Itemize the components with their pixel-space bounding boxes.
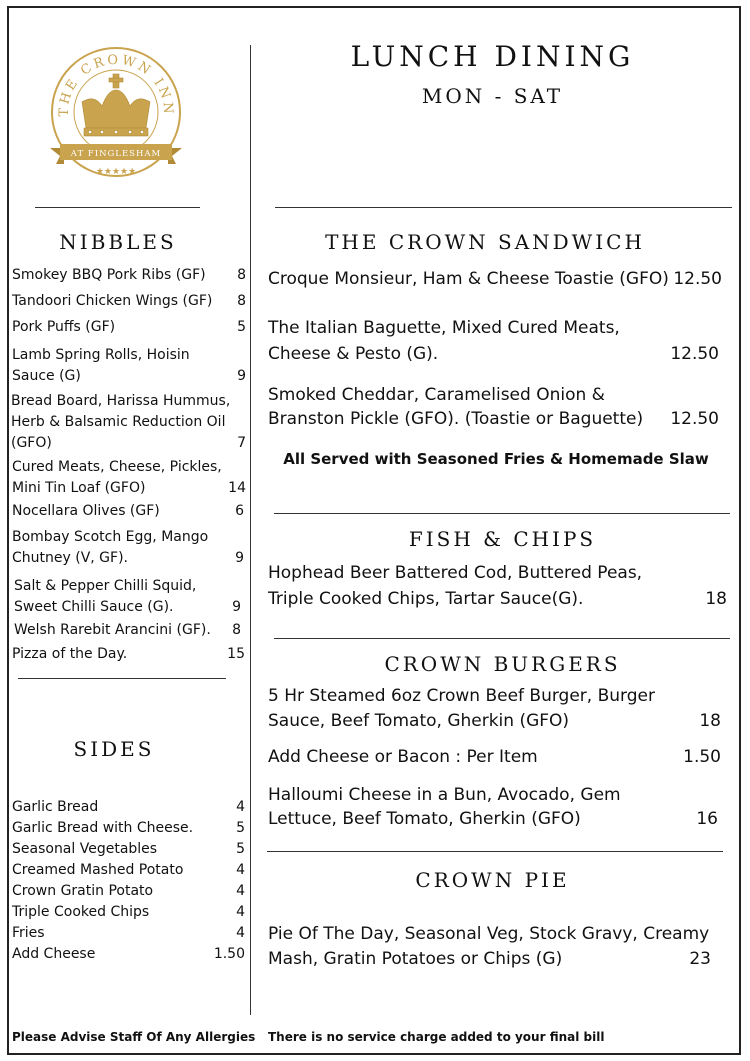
item-price: 4 bbox=[236, 904, 245, 920]
burgers-heading: CROWN BURGERS bbox=[384, 652, 621, 676]
nibbles-heading: NIBBLES bbox=[59, 230, 177, 254]
list-item: Halloumi Cheese in a Bun, Avocado, Gem bbox=[268, 785, 621, 805]
sandwich-note: All Served with Seasoned Fries & Homemade Slaw bbox=[283, 450, 709, 468]
list-item: Triple Cooked Chips, Tartar Sauce(G). bbox=[268, 589, 584, 609]
divider bbox=[18, 678, 226, 679]
page-subtitle: MON - SAT bbox=[421, 84, 564, 108]
list-item: Herb & Balsamic Reduction Oil bbox=[11, 414, 226, 430]
list-item: Chutney (V, GF). bbox=[12, 550, 128, 566]
page-title: LUNCH DINING bbox=[350, 40, 635, 73]
item-price: 18 bbox=[699, 711, 721, 731]
list-item: Salt & Pepper Chilli Squid, bbox=[14, 578, 197, 594]
list-item: Garlic Bread with Cheese. bbox=[12, 820, 194, 836]
item-price: 4 bbox=[236, 883, 245, 899]
list-item: The Italian Baguette, Mixed Cured Meats, bbox=[268, 318, 620, 338]
item-price: 8 bbox=[232, 622, 241, 638]
list-item: Mash, Gratin Potatoes or Chips (G) bbox=[268, 949, 563, 969]
item-price: 8 bbox=[237, 267, 246, 283]
item-price: 4 bbox=[236, 799, 245, 815]
list-item: Sauce (G) bbox=[12, 368, 81, 384]
item-price: 5 bbox=[237, 319, 246, 335]
item-price: 5 bbox=[236, 820, 245, 836]
list-item: Sauce, Beef Tomato, Gherkin (GFO) bbox=[268, 711, 570, 731]
list-item: Garlic Bread bbox=[12, 799, 99, 815]
item-price: 1.50 bbox=[683, 747, 721, 767]
fish-heading: FISH & CHIPS bbox=[408, 527, 597, 551]
list-item: Welsh Rarebit Arancini (GF). bbox=[14, 622, 211, 638]
item-price: 1.50 bbox=[213, 946, 245, 962]
item-price: 9 bbox=[235, 550, 244, 566]
list-item: Lettuce, Beef Tomato, Gherkin (GFO) bbox=[268, 809, 581, 829]
column-divider bbox=[250, 45, 251, 1015]
divider bbox=[274, 638, 730, 639]
list-item: Smokey BBQ Pork Ribs (GF) bbox=[12, 267, 206, 283]
svg-text:THE CROWN INN: THE CROWN INN bbox=[56, 52, 176, 117]
list-item: Seasonal Vegetables bbox=[12, 841, 158, 857]
list-item: Croque Monsieur, Ham & Cheese Toastie (GFO) bbox=[268, 269, 669, 289]
list-item: Tandoori Chicken Wings (GF) bbox=[12, 293, 213, 309]
divider bbox=[274, 513, 730, 514]
allergy-notice: Please Advise Staff Of Any Allergies bbox=[12, 1030, 256, 1044]
list-item: Lamb Spring Rolls, Hoisin bbox=[12, 347, 190, 363]
list-item: Cheese & Pesto (G). bbox=[268, 344, 439, 364]
item-price: 4 bbox=[236, 862, 245, 878]
svg-text:AT FINGLESHAM: AT FINGLESHAM bbox=[70, 149, 162, 159]
list-item: (GFO) bbox=[11, 435, 52, 451]
divider bbox=[275, 207, 732, 208]
list-item: Bread Board, Harissa Hummus, bbox=[11, 393, 231, 409]
list-item: Creamed Mashed Potato bbox=[12, 862, 184, 878]
sides-heading: SIDES bbox=[73, 737, 155, 761]
list-item: Pork Puffs (GF) bbox=[12, 319, 116, 335]
list-item: Fries bbox=[12, 925, 45, 941]
item-price: 16 bbox=[696, 809, 718, 829]
item-price: 9 bbox=[232, 599, 241, 615]
item-price: 14 bbox=[228, 480, 246, 496]
list-item: Sweet Chilli Sauce (G). bbox=[14, 599, 174, 615]
list-item: Nocellara Olives (GF) bbox=[12, 503, 160, 519]
item-price: 7 bbox=[237, 435, 246, 451]
divider bbox=[267, 851, 723, 852]
svg-text:★★★★★: ★★★★★ bbox=[95, 167, 137, 177]
list-item: Triple Cooked Chips bbox=[12, 904, 150, 920]
list-item: Pie Of The Day, Seasonal Veg, Stock Gravy, Creamy bbox=[268, 924, 710, 944]
crown-inn-logo bbox=[46, 40, 186, 180]
item-price: 12.50 bbox=[670, 344, 719, 364]
item-price: 9 bbox=[237, 368, 246, 384]
list-item: 5 Hr Steamed 6oz Crown Beef Burger, Burger bbox=[268, 686, 655, 706]
item-price: 5 bbox=[236, 841, 245, 857]
item-price: 8 bbox=[237, 293, 246, 309]
list-item: Crown Gratin Potato bbox=[12, 883, 154, 899]
list-item: Hophead Beer Battered Cod, Buttered Peas, bbox=[268, 563, 643, 583]
list-item: Branston Pickle (GFO). (Toastie or Baguette) bbox=[268, 409, 644, 429]
item-price: 18 bbox=[705, 589, 727, 609]
item-price: 15 bbox=[227, 646, 245, 662]
pie-heading: CROWN PIE bbox=[415, 868, 570, 892]
list-item: Add Cheese or Bacon : Per Item bbox=[268, 747, 538, 767]
service-charge-notice: There is no service charge added to your final bill bbox=[268, 1030, 605, 1044]
list-item: Bombay Scotch Egg, Mango bbox=[12, 529, 209, 545]
item-price: 6 bbox=[235, 503, 244, 519]
item-price: 23 bbox=[689, 949, 711, 969]
crown-icon bbox=[82, 74, 150, 136]
item-price: 4 bbox=[236, 925, 245, 941]
list-item: Pizza of the Day. bbox=[12, 646, 128, 662]
divider bbox=[35, 207, 200, 208]
list-item: Add Cheese bbox=[12, 946, 96, 962]
list-item: Smoked Cheddar, Caramelised Onion & bbox=[268, 385, 605, 405]
item-price: 12.50 bbox=[673, 269, 722, 289]
list-item: Cured Meats, Cheese, Pickles, bbox=[12, 459, 222, 475]
item-price: 12.50 bbox=[670, 409, 719, 429]
list-item: Mini Tin Loaf (GFO) bbox=[12, 480, 146, 496]
sandwich-heading: THE CROWN SANDWICH bbox=[325, 230, 645, 254]
